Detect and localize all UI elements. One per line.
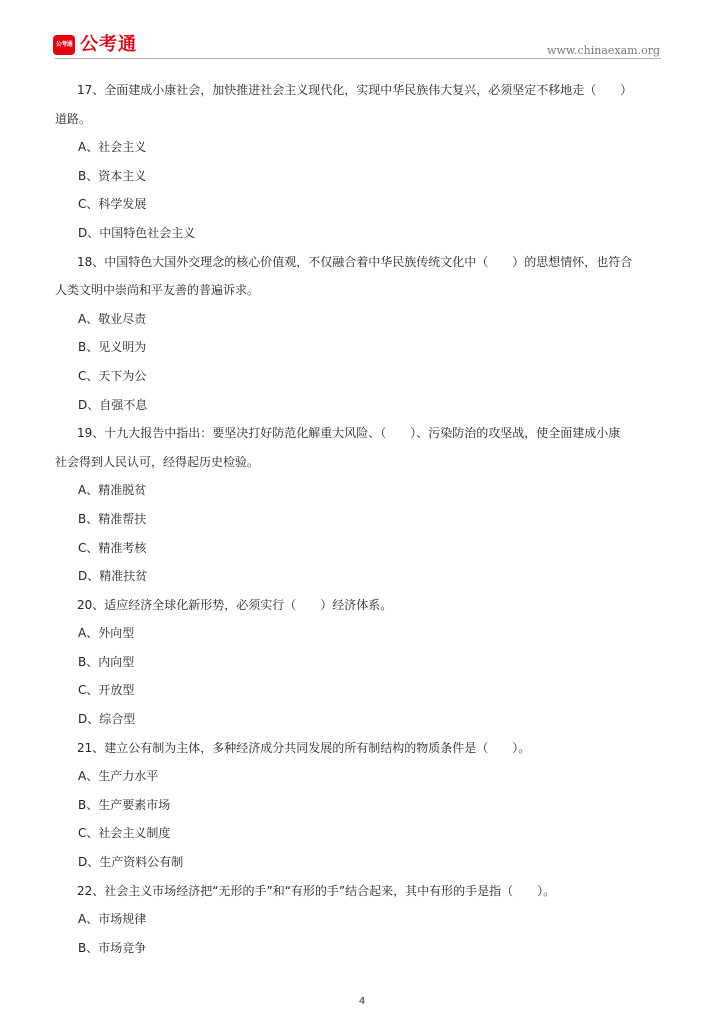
- option-b: B、资本主义: [78, 168, 147, 183]
- option-d: D、自强不息: [78, 397, 148, 412]
- question-stem: 19、十九大报告中指出：要坚决打好防范化解重大风险、（ ）、污染防治的攻坚战，使全面建成小康: [77, 426, 621, 441]
- question-stem-continued: 道路。: [55, 111, 92, 126]
- logo: [53, 34, 137, 56]
- option-d: D、精准扶贫: [78, 569, 148, 584]
- question-20: [55, 591, 669, 734]
- option-b: B、市场竞争: [78, 940, 147, 955]
- option-c: C、社会主义制度: [78, 826, 171, 841]
- option-c: C、科学发展: [78, 197, 147, 212]
- question-18: [55, 248, 669, 420]
- question-19: [55, 419, 669, 591]
- document-body: [55, 76, 669, 962]
- option-c: C、精准考核: [78, 540, 147, 555]
- option-c: C、开放型: [78, 683, 135, 698]
- option-a: A、社会主义: [78, 140, 147, 155]
- question-stem-continued: 人类文明中崇尚和平友善的普遍诉求。: [55, 283, 260, 298]
- option-a: A、外向型: [78, 626, 135, 641]
- option-a: A、精准脱贫: [78, 483, 147, 498]
- page-header: [0, 0, 724, 64]
- option-d: D、生产资料公有制: [78, 855, 184, 870]
- option-b: B、见义明为: [78, 340, 147, 355]
- question-22: [55, 877, 669, 963]
- option-b: B、内向型: [78, 654, 135, 669]
- logo-mark-icon: 公考通: [53, 35, 75, 55]
- site-url: www.chinaexam.org: [547, 44, 660, 57]
- question-stem: 17、全面建成小康社会，加快推进社会主义现代化，实现中华民族伟大复兴，必须坚定不移地走（ ）: [77, 83, 633, 97]
- option-d: D、中国特色社会主义: [78, 225, 196, 240]
- question-stem: 22、社会主义市场经济把“无形的手”和“有形的手”结合起来，其中有形的手是指（ ）。: [77, 883, 556, 898]
- question-17: [55, 76, 669, 248]
- logo-text: 公考通: [80, 34, 137, 55]
- question-21: [55, 734, 669, 877]
- question-stem-continued: 社会得到人民认可，经得起历史检验。: [55, 454, 260, 469]
- question-stem: 21、建立公有制为主体，多种经济成分共同发展的所有制结构的物质条件是（ ）。: [77, 740, 531, 755]
- option-d: D、综合型: [78, 712, 136, 727]
- page-number: 4: [358, 996, 366, 1007]
- header-divider: [55, 58, 661, 59]
- option-a: A、敬业尽责: [78, 311, 147, 326]
- option-a: A、市场规律: [78, 912, 147, 927]
- option-b: B、生产要素市场: [78, 797, 171, 812]
- question-stem: 20、适应经济全球化新形势，必须实行（ ）经济体系。: [77, 597, 393, 612]
- option-a: A、生产力水平: [78, 769, 159, 784]
- option-b: B、精准帮扶: [78, 511, 147, 526]
- question-stem: 18、中国特色大国外交理念的核心价值观，不仅融合着中华民族传统文化中（ ）的思想情怀，也符合: [77, 254, 633, 269]
- option-c: C、天下为公: [78, 368, 147, 383]
